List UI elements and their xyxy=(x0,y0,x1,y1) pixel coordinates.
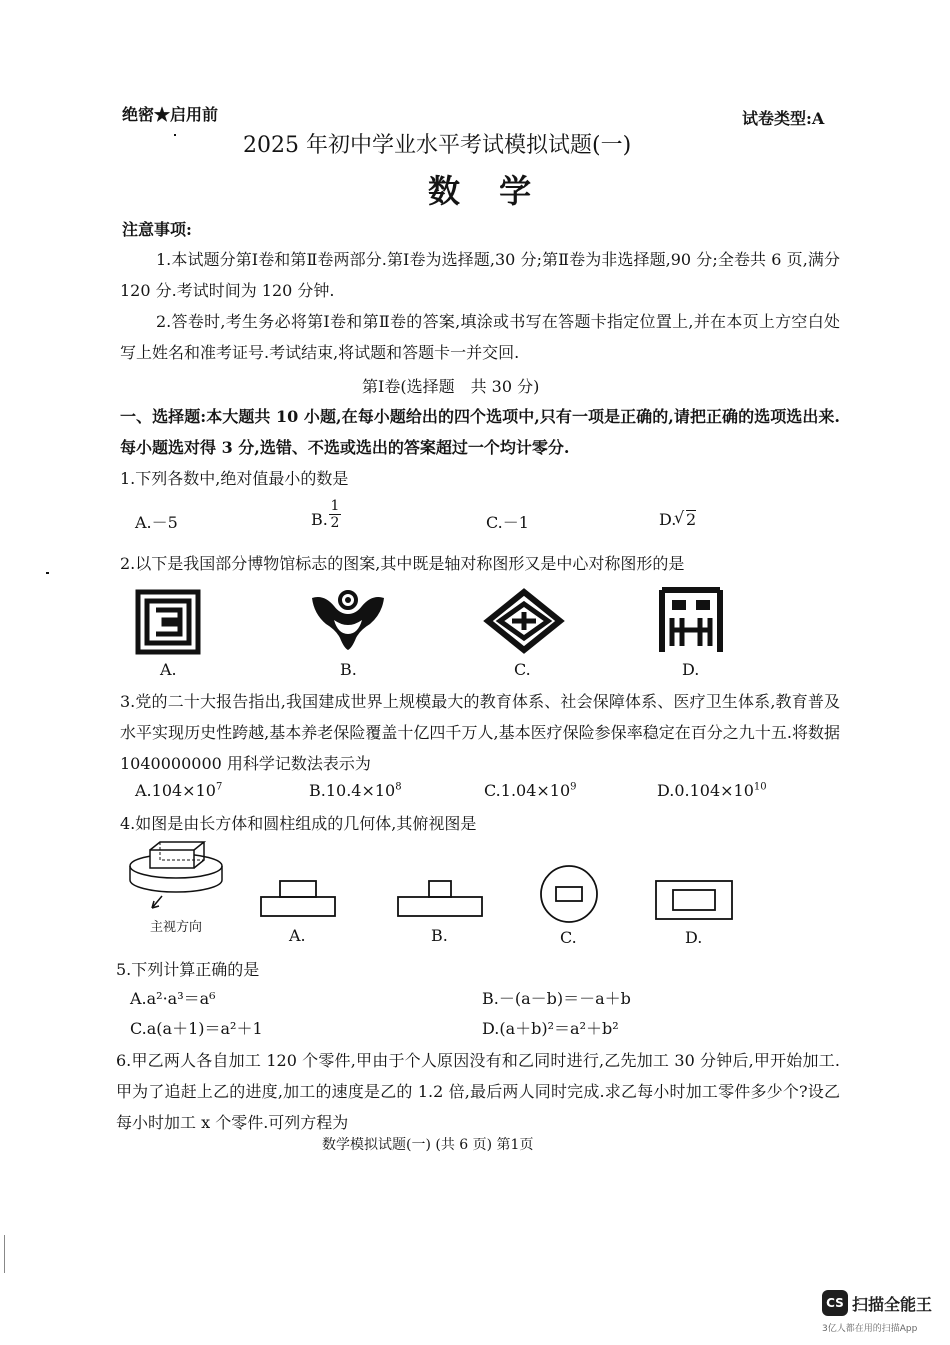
page-footer: 数学模拟试题(一) (共 6 页) 第1页 xyxy=(322,1137,534,1153)
q3-option-d xyxy=(657,781,767,800)
camscanner-logo-icon: CS xyxy=(822,1290,848,1316)
q3-option-b-exp: 8 xyxy=(395,781,402,793)
museum-logo-a-icon xyxy=(136,590,200,654)
q3-option-a-exp: 7 xyxy=(215,781,223,793)
q4-option-a-label: A. xyxy=(289,926,306,945)
q1-option-a: A.－5 xyxy=(135,513,178,532)
q2-option-c-label: C. xyxy=(514,660,531,679)
q5-option-d: D.(a＋b)²＝a²＋b² xyxy=(482,1019,619,1038)
q4-option-c-label: C. xyxy=(560,928,577,947)
scan-edge-line xyxy=(4,1235,5,1273)
museum-logo-c-icon xyxy=(486,590,562,652)
q3-option-d-exp: 10 xyxy=(753,781,767,793)
q4-option-b-label: B. xyxy=(431,926,448,945)
q5-stem: 5.下列计算正确的是 xyxy=(116,960,260,979)
watermark-slogan: 3亿人都在用的扫描App xyxy=(822,1324,918,1334)
q4-option-d-figure xyxy=(655,880,733,920)
q4-option-c-figure xyxy=(539,864,599,924)
view-direction-label: 主视方向 xyxy=(150,920,203,935)
q3-option-c-exp: 9 xyxy=(570,781,577,793)
q1-stem: 1.下列各数中,绝对值最小的数是 xyxy=(120,469,349,488)
notice-item-2: 2.答卷时,考生务必将第Ⅰ卷和第Ⅱ卷的答案,填涂或书写在答题卡指定位置上,并在本页上方空白处写上姓名和准考证号.考试结束,将试题和答题卡一并交回. xyxy=(120,312,840,362)
q4-option-d-label: D. xyxy=(685,928,703,947)
q3-option-a-base: A.104×10 xyxy=(135,781,216,800)
museum-logo-b-icon xyxy=(310,590,386,652)
notice-item-1: 1.本试题分第Ⅰ卷和第Ⅱ卷两部分.第Ⅰ卷为选择题,30 分;第Ⅱ卷为非选择题,90 分;全卷共 6 页,满分 120 分.考试时间为 120 分钟. xyxy=(120,250,840,300)
q3-option-a xyxy=(135,781,222,800)
q3-option-b xyxy=(309,781,402,800)
museum-logo-d-icon xyxy=(658,586,724,654)
q3-option-d-base: D.0.104×10 xyxy=(657,781,754,800)
q4-stem: 4.如图是由长方体和圆柱组成的几何体,其俯视图是 xyxy=(120,814,477,833)
scan-dot xyxy=(46,572,49,574)
q5-option-b: B.－(a－b)＝－a＋b xyxy=(482,989,631,1008)
exam-title: 2025 年初中学业水平考试模拟试题(一) xyxy=(243,133,632,158)
q2-option-a-label: A. xyxy=(160,660,177,679)
sqrt-icon: √ xyxy=(674,508,685,527)
scan-dot xyxy=(174,134,176,136)
q1-option-c: C.－1 xyxy=(486,513,529,532)
q5-option-c: C.a(a＋1)＝a²＋1 xyxy=(130,1019,263,1038)
q1-option-b-fraction xyxy=(329,499,341,530)
part1-heading: 第Ⅰ卷(选择题 共 30 分) xyxy=(362,377,540,396)
q1-option-b-prefix: B. xyxy=(311,510,328,529)
q3-option-c-base: C.1.04×10 xyxy=(484,781,571,800)
subject-title: 数 学 xyxy=(428,172,546,210)
q2-stem: 2.以下是我国部分博物馆标志的图案,其中既是轴对称图形又是中心对称图形的是 xyxy=(120,554,685,573)
q3-option-c xyxy=(484,781,577,800)
q1-option-d-prefix: D. xyxy=(659,510,677,529)
notice-heading: 注意事项: xyxy=(122,220,192,239)
q3-option-b-base: B.10.4×10 xyxy=(309,781,396,800)
geometry-solid-icon xyxy=(128,838,228,918)
q5-option-a: A.a²·a³＝a⁶ xyxy=(130,989,216,1008)
watermark-name: 扫描全能王 xyxy=(852,1295,933,1314)
paper-type-label: 试卷类型:A xyxy=(742,109,825,128)
fraction-numerator: 1 xyxy=(330,498,340,514)
q6-stem: 6.甲乙两人各自加工 120 个零件,甲由于个人原因没有和乙同时进行,乙先加工 30 分钟后,甲开始加工.甲为了追赶上乙的进度,加工的速度是乙的 1.2 倍,最后两人同时完成.求乙每小时加工零件多少个?设乙每小时加工 x 个零件.可列方程为 xyxy=(116,1051,840,1132)
q2-option-b-label: B. xyxy=(340,660,357,679)
part1-instruction: 一、选择题:本大题共 10 小题,在每小题给出的四个选项中,只有一项是正确的,请把正确的选项选出来.每小题选对得 3 分,选错、不选或选出的答案超过一个均计零分. xyxy=(120,407,840,457)
confidential-label: 绝密★启用前 xyxy=(122,105,219,124)
q4-option-a-figure xyxy=(260,880,336,918)
q2-option-d-label: D. xyxy=(682,660,700,679)
q3-stem: 3.党的二十大报告指出,我国建成世界上规模最大的教育体系、社会保障体系、医疗卫生体系,教育普及水平实现历史性跨越,基本养老保险覆盖十亿四千万人,基本医疗保险参保率稳定在百分之九十五.将数据 1040000000 用科学记数法表示为 xyxy=(120,692,840,773)
q1-option-d-radicand: 2 xyxy=(686,510,697,529)
q4-option-b-figure xyxy=(397,880,483,918)
fraction-denominator: 2 xyxy=(330,515,340,531)
